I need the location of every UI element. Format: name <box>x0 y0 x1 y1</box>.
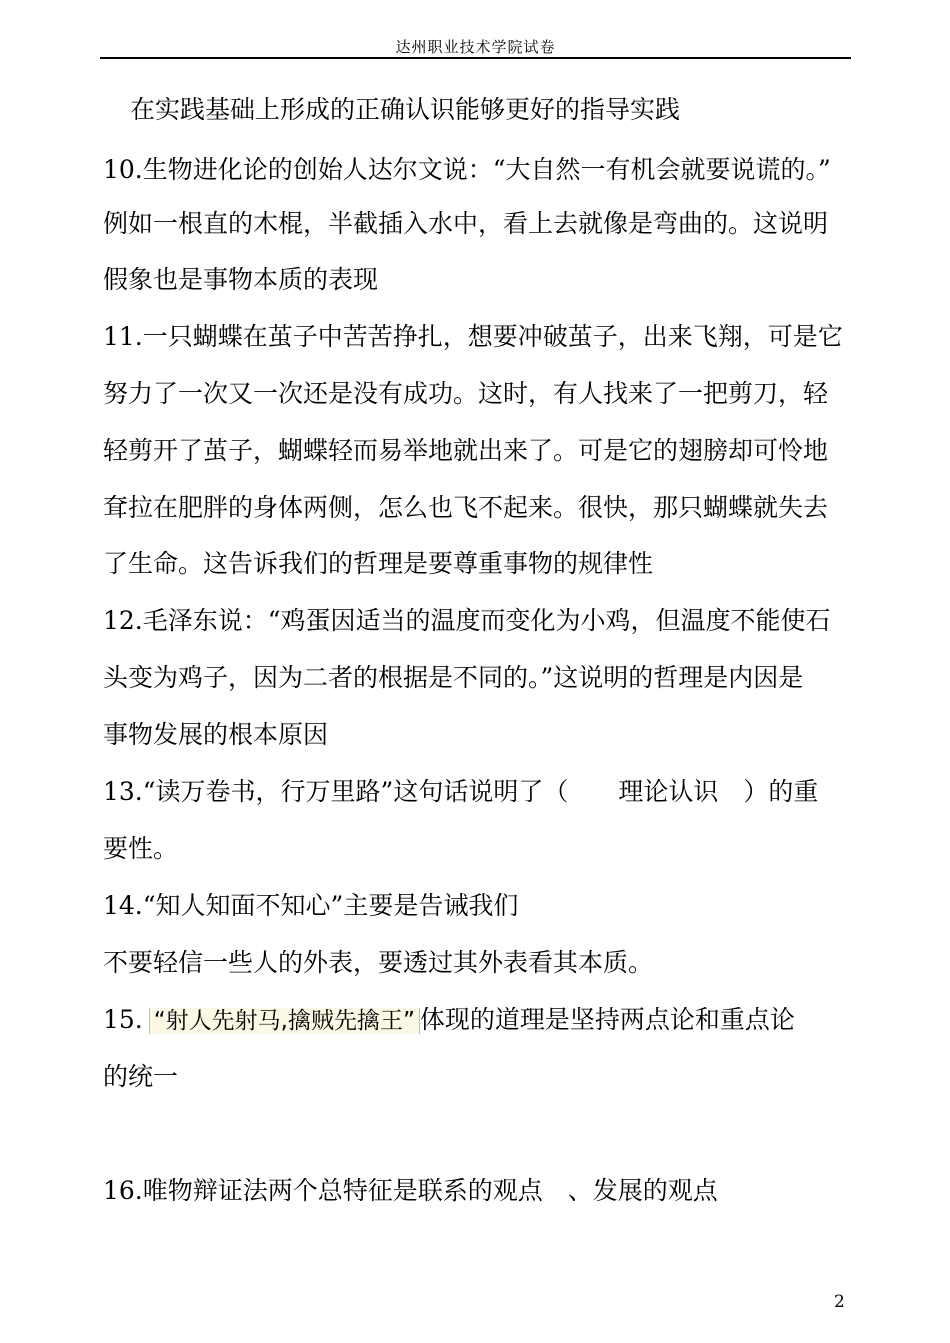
question-number: 15. <box>103 1005 143 1034</box>
text-line: 了生命。这告诉我们的哲理是要尊重事物的规律性 <box>103 549 654 578</box>
text-line: 14.“知人知面不知心”主要是告诫我们 <box>103 891 519 920</box>
highlighted-quote: “射人先射马,擒贼先擒王” <box>149 1008 420 1034</box>
text-line: 11.一只蝴蝶在茧子中苦苦挣扎，想要冲破茧子，出来飞翔，可是它 <box>103 322 843 351</box>
text-line: 不要轻信一些人的外表，要透过其外表看其本质。 <box>103 948 654 977</box>
text-line: 13.“读万卷书，行万里路”这句话说明了（ 理论认识 ）的重 <box>103 777 819 806</box>
question-16: 16.唯物辩证法两个总特征是联系的观点 、发展的观点 <box>103 1176 718 1205</box>
text-line: 10.生物进化论的创始人达尔文说：“大自然一有机会就要说谎的。” <box>103 155 831 184</box>
text-line: 耷拉在肥胖的身体两侧，怎么也飞不起来。很快，那只蝴蝶就失去 <box>103 493 829 522</box>
text-line: 轻剪开了茧子，蝴蝶轻而易举地就出来了。可是它的翅膀却可怜地 <box>103 436 829 465</box>
text-line: 的统一 <box>103 1062 179 1091</box>
page-number: 2 <box>834 1292 845 1312</box>
text-line: 12.毛泽东说：“鸡蛋因适当的温度而变化为小鸡，但温度不能使石 <box>103 606 831 635</box>
text-line: 要性。 <box>103 834 179 863</box>
header-title: 达州职业技术学院试卷 <box>395 38 556 56</box>
text-line: 头变为鸡子，因为二者的根据是不同的。”这说明的哲理是内因是 <box>103 663 804 692</box>
question-15 <box>103 1004 795 1037</box>
text-line: 事物发展的根本原因 <box>103 720 329 749</box>
page-header <box>100 0 851 59</box>
text-line: 努力了一次又一次还是没有成功。这时，有人找来了一把剪刀，轻 <box>103 379 829 408</box>
question-text: 体现的道理是坚持两点论和重点论 <box>419 1005 795 1034</box>
text-line: 假象也是事物本质的表现 <box>103 265 379 294</box>
text-line: 例如一根直的木棍，半截插入水中，看上去就像是弯曲的。这说明 <box>103 209 829 238</box>
text-line: 在实践基础上形成的正确认识能够更好的指导实践 <box>130 95 681 124</box>
